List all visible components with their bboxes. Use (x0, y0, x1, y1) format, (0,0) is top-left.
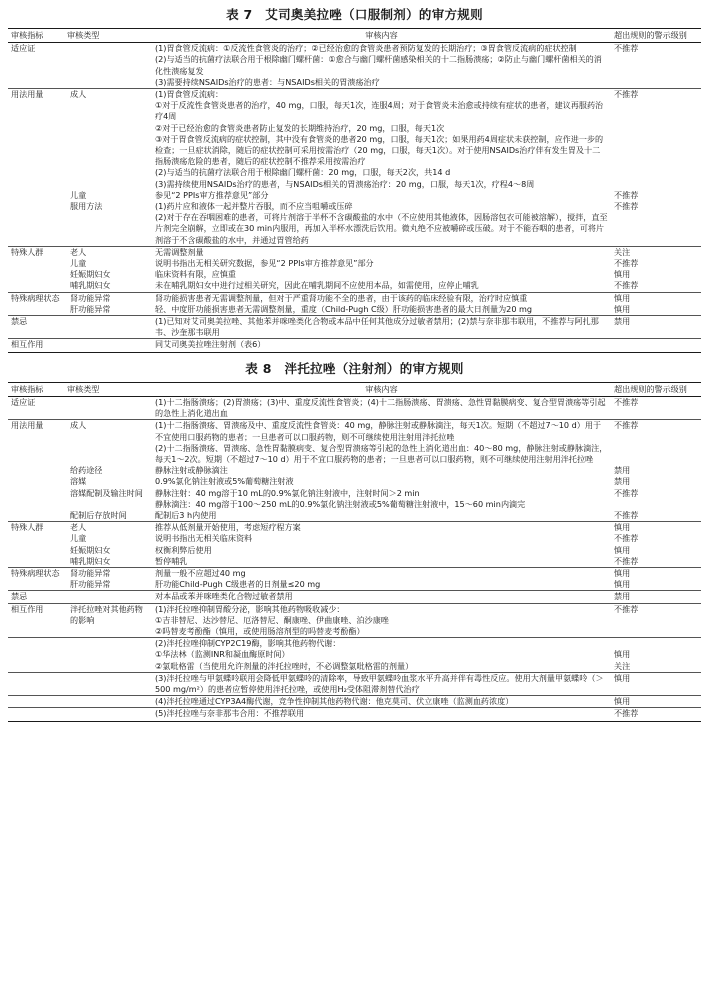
audit-content-cell (152, 304, 611, 316)
warning-level-line: 关注 (614, 660, 631, 671)
header-audit-type: 审核类型 (64, 29, 152, 43)
audit-type-cell (64, 638, 152, 673)
table-row (8, 304, 701, 316)
audit-indicator-cell (8, 672, 64, 695)
table8 (8, 382, 701, 722)
audit-type-cell (64, 696, 152, 708)
content-line: (2)泮托拉唑抑制CYP2C19酶，影响其他药物代谢： (155, 638, 341, 649)
audit-content-cell (152, 579, 611, 591)
audit-content-cell (152, 567, 611, 579)
content-line: (2)十二指肠溃疡、胃溃疡、急性胃黏膜病变、复合型胃溃疡等引起的急性上消化道出血：40～80 mg，静脉注射或静脉滴注，每天1～2次。短期（不超过7～10 d）用于不宜口服药物的患者；一旦患者可以口服药物，则不可继续使用注射用泮托拉唑 (155, 442, 608, 464)
audit-content-cell (152, 533, 611, 544)
warning-level-cell: 慎用 (611, 567, 701, 579)
content-line: 剂量一般不应超过40 mg (155, 567, 246, 578)
audit-indicator-cell (8, 708, 64, 721)
audit-content-cell (152, 316, 611, 339)
content-line: 对本品或苯并咪唑类化合物过敏者禁用 (155, 591, 293, 602)
audit-content-cell (152, 672, 611, 695)
content-line: 肝功能Child-Pugh C级患者的日剂量≤20 mg (155, 579, 321, 590)
content-line: ②对于已经治愈的食管炎患者防止复发的长期维持治疗，20 mg，口服，每天1次 (155, 122, 445, 133)
table-row (8, 510, 701, 522)
content-line: ②吗替麦考酚酯（慎用，或使用肠溶剂型的吗替麦考酚酯） (155, 625, 365, 636)
audit-type-cell: 肾功能异常 (64, 567, 152, 579)
audit-type-cell: 肝功能异常 (70, 579, 111, 590)
warning-level-cell: 不推荐 (614, 487, 639, 498)
audit-content-cell (152, 510, 611, 522)
content-line: (2)与适当的抗菌疗法联合用于根除幽门螺杆菌：①愈合与幽门螺杆菌感染相关的十二指肠溃疡；②防止与幽门螺杆菌相关的消化性溃疡复发 (155, 54, 602, 76)
content-line: (1)药片应和液体一起并整片吞服，而不应当咀嚼或压碎 (155, 201, 353, 212)
table8-title: 表 8 泮托拉唑（注射剂）的审方规则 (245, 360, 464, 376)
table-row (8, 292, 701, 304)
audit-content-cell (152, 280, 611, 292)
content-line: 暂停哺乳 (155, 555, 188, 566)
content-line: 静脉滴注：40 mg溶于100～250 mL的0.9%氯化钠注射液或5%葡萄糖注射液中，15～60 min内滴完 (155, 498, 526, 509)
content-line: 权衡利弊后使用 (155, 544, 212, 555)
warning-level-cell: 不推荐 (614, 189, 639, 200)
audit-content-cell (152, 190, 611, 201)
table-row (8, 556, 701, 568)
header-audit-indicator: 审核指标 (8, 29, 64, 43)
table-row (8, 316, 701, 339)
audit-indicator-cell: 禁忌 (8, 316, 64, 339)
content-line: (1)胃食管反流病： (155, 89, 224, 100)
audit-type-cell (64, 316, 152, 339)
content-line: 同艾司奥美拉唑注射剂（表6） (155, 339, 266, 350)
audit-content-cell (152, 246, 611, 258)
table-row (8, 201, 701, 246)
audit-indicator-cell: 特殊病理状态 (8, 567, 64, 579)
warning-level-cell: 不推荐 (611, 89, 701, 190)
warning-level-cell: 不推荐 (614, 201, 639, 212)
audit-type-cell: 妊娠期妇女 (70, 269, 111, 280)
audit-type-cell (64, 672, 152, 695)
content-line: 配制后3 h内使用 (155, 509, 217, 520)
warning-level-cell: 不推荐 (614, 509, 639, 520)
audit-content-cell (152, 603, 611, 638)
table-row (8, 533, 701, 544)
header-warning-level: 超出规则的警示级别 (611, 382, 701, 396)
content-line: (1)胃食管反流病：①反流性食管炎的治疗；②已经治愈的食管炎患者预防复发的长期治疗；③胃食管反流病的症状控制 (155, 43, 577, 54)
warning-level-cell: 慎用 (614, 579, 631, 590)
audit-content-cell (152, 258, 611, 269)
header-audit-content: 审核内容 (152, 382, 611, 396)
content-line: 静脉注射：40 mg溶于10 mL的0.9%氯化钠注射液中，注射时间＞2 min (155, 487, 420, 498)
warning-level-cell: 不推荐 (611, 603, 701, 638)
audit-content-cell (152, 89, 611, 190)
warning-level-line (614, 638, 698, 649)
table-row (8, 396, 701, 419)
audit-indicator-cell (8, 696, 64, 708)
audit-content-cell (152, 522, 611, 534)
audit-indicator-cell (8, 579, 64, 591)
table7-title: 表 7 艾司奥美拉唑（口服制剂）的审方规则 (226, 7, 483, 22)
audit-indicator-cell (8, 638, 64, 673)
content-line: (1)十二指肠溃疡；(2)胃溃疡；(3)中、重度反流性食管炎；(4)十二指肠溃疡、胃溃疡、急性胃黏膜病变、复合型胃溃疡等引起的急性上消化道出血 (155, 396, 606, 419)
audit-type-cell (64, 339, 152, 352)
warning-level-cell: 慎用 (614, 269, 631, 280)
audit-indicator-cell: 相互作用 (8, 603, 64, 638)
table-row (8, 708, 701, 721)
header-warning-level: 超出规则的警示级别 (611, 29, 701, 43)
table-row (8, 465, 701, 476)
warning-level-cell: 不推荐 (614, 533, 639, 544)
audit-content-cell (152, 339, 611, 352)
audit-indicator-cell (8, 476, 64, 487)
warning-level-cell: 慎用 (614, 544, 631, 555)
table7-body (8, 43, 701, 352)
audit-type-cell: 儿童 (70, 533, 87, 544)
audit-indicator-cell: 特殊人群 (8, 522, 64, 534)
audit-content-cell (152, 43, 611, 89)
audit-content-cell (152, 396, 611, 419)
audit-type-cell: 哺乳期妇女 (70, 280, 111, 291)
table-row (8, 672, 701, 695)
content-line: (4)泮托拉唑通过CYP3A4酶代谢，竞争性抑制其他药物代谢：他克莫司、伏立康唑（监测血药浓度） (155, 696, 514, 707)
content-line: 未在哺乳期妇女中进行过相关研究，因此在哺乳期间不应使用本品，如需使用，应停止哺乳 (155, 280, 479, 291)
warning-level-cell: 禁用 (611, 591, 701, 603)
audit-indicator-cell: 相互作用 (8, 339, 64, 352)
audit-type-cell: 服用方法 (70, 201, 103, 212)
audit-indicator-cell (8, 304, 64, 316)
audit-content-cell (152, 269, 611, 280)
audit-content-cell (152, 488, 611, 510)
audit-type-cell: 成人 (64, 420, 152, 465)
table-row (8, 545, 701, 556)
table-row (8, 522, 701, 534)
audit-content-cell (152, 201, 611, 246)
table-row (8, 339, 701, 352)
audit-content-cell (152, 545, 611, 556)
table8-body (8, 396, 701, 721)
warning-level-cell: 不推荐 (614, 555, 639, 566)
warning-level-cell: 慎用 (611, 292, 701, 304)
table-row (8, 190, 701, 201)
content-line: 说明书指出无相关研究数据，参见“2 PPIs审方推荐意见”部分 (155, 258, 374, 269)
audit-content-cell (152, 696, 611, 708)
audit-indicator-cell (8, 533, 64, 544)
warning-level-cell: 不推荐 (614, 258, 639, 269)
audit-content-cell (152, 476, 611, 487)
table-row (8, 420, 701, 465)
audit-type-cell (64, 591, 152, 603)
content-line: 推荐从低剂量开始使用，考虑短疗程方案 (155, 522, 301, 533)
audit-indicator-cell (8, 556, 64, 568)
audit-type-cell: 泮托拉唑对其他药物的影响 (64, 603, 152, 638)
warning-level-cell: 不推荐 (611, 420, 701, 465)
table-row (8, 258, 701, 269)
content-line: 说明书指出无相关临床资料 (155, 533, 253, 544)
audit-type-cell: 儿童 (70, 258, 87, 269)
table-row (8, 246, 701, 258)
content-line: ①对于反流性食管炎患者的治疗，40 mg，口服，每天1次，连服4周；对于食管炎未治愈或持续有症状的患者，建议再服药治疗4周 (155, 100, 604, 122)
table-row (8, 280, 701, 292)
table-row (8, 89, 701, 190)
table-row (8, 476, 701, 487)
content-line: ②氯吡格雷（当使用允许剂量的泮托拉唑时，不必调整氯吡格雷的剂量） (155, 660, 414, 671)
content-line: (3)需要持续NSAIDs治疗的患者：与NSAIDs相关的胃溃疡治疗 (155, 76, 380, 87)
warning-level-cell: 不推荐 (611, 708, 701, 721)
audit-type-cell: 肝功能异常 (70, 303, 111, 314)
content-line: (2)对于存在吞咽困难的患者，可将片剂溶于半杯不含碳酸盐的水中（不应使用其他液体，因肠溶包衣可能被溶解），搅拌，直至片剂完全崩解，立即或在30 min内服用，再加入半杯水漂洗后饮用。微丸绝不应被嚼碎或压破。对于不能吞咽的患者，可将片剂溶于不含碳酸盐的水中，并通过胃管给药 (155, 212, 608, 245)
audit-type-cell: 配制后存放时间 (70, 509, 127, 520)
content-line: ①吉非替尼、达沙替尼、厄洛替尼、酮康唑、伊曲康唑、泊沙康唑 (155, 614, 389, 625)
warning-level-cell: 慎用 (611, 696, 701, 708)
table8-header-row (8, 382, 701, 396)
warning-level-cell (611, 638, 701, 673)
content-line: (5)泮托拉唑与奈非那韦合用：不推荐联用 (155, 708, 305, 719)
audit-indicator-cell: 用法用量 (8, 420, 64, 465)
audit-indicator-cell (8, 510, 64, 522)
audit-indicator-cell: 用法用量 (8, 89, 64, 190)
audit-type-cell (64, 43, 152, 89)
audit-type-cell: 妊娠期妇女 (70, 544, 111, 555)
audit-indicator-cell (8, 190, 64, 201)
warning-level-cell: 禁用 (611, 316, 701, 339)
audit-indicator-cell (8, 201, 64, 246)
warning-level-cell (611, 339, 701, 352)
audit-indicator-cell (8, 465, 64, 476)
audit-content-cell (152, 420, 611, 465)
content-line: (1)十二指肠溃疡、胃溃疡及中、重度反流性食管炎：40 mg，静脉注射或静脉滴注，每天1次。短期（不超过7～10 d）用于不宜使用口服药物的患者；一旦患者可以口服药物，则不可继续使用注射用泮托拉唑 (155, 420, 602, 442)
content-line: 轻、中度肝功能损害患者无需调整剂量，重度（Child-Pugh C级）肝功能损害患者的最大日剂量为20 mg (155, 303, 533, 314)
audit-type-cell (64, 396, 152, 419)
audit-content-cell (152, 292, 611, 304)
warning-level-cell: 不推荐 (614, 396, 639, 407)
content-line: (1)泮托拉唑抑制胃酸分泌，影响其他药物吸收减少： (155, 603, 345, 614)
content-line: 静脉注射或静脉滴注 (155, 465, 228, 476)
warning-level-cell: 不推荐 (614, 43, 639, 54)
audit-type-cell: 溶媒配制及输注时间 (70, 487, 143, 498)
audit-type-cell (64, 708, 152, 721)
content-line: (3)需持续使用NSAIDs治疗的患者，与NSAIDs相关的胃溃疡治疗：20 mg，口服，每天1次，疗程4～8周 (155, 178, 535, 189)
audit-type-cell: 老人 (64, 246, 152, 258)
audit-type-cell: 成人 (64, 89, 152, 190)
content-line: (1)已知对艾司奥美拉唑、其他苯并咪唑类化合物或本品中任何其他成分过敏者禁用；(2)禁与奈非那韦联用，不推荐与阿扎那韦、沙奎那韦联用 (155, 316, 599, 338)
content-line: (3)泮托拉唑与甲氨蝶呤联用会降低甲氨蝶呤的清除率，导致甲氨蝶呤血浆水平升高并伴有毒性反应。使用大剂量甲氨蝶呤（＞500 mg/m²）的患者应暂停使用泮托拉唑，或使用H₂受体阻滞剂替代治疗 (155, 672, 604, 694)
audit-indicator-cell (8, 280, 64, 292)
audit-indicator-cell (8, 269, 64, 280)
header-audit-content: 审核内容 (152, 29, 611, 43)
audit-content-cell (152, 708, 611, 721)
audit-type-cell: 给药途径 (70, 465, 103, 476)
audit-indicator-cell: 适应证 (11, 43, 36, 54)
warning-level-cell: 禁用 (614, 476, 631, 487)
header-audit-indicator: 审核指标 (8, 382, 64, 396)
header-audit-type: 审核类型 (64, 382, 152, 396)
table-row (8, 603, 701, 638)
table7-header-row (8, 29, 701, 43)
audit-content-cell (152, 465, 611, 476)
warning-level-cell: 不推荐 (614, 280, 639, 291)
table-row (8, 638, 701, 673)
audit-type-cell: 儿童 (70, 189, 87, 200)
audit-content-cell (152, 591, 611, 603)
content-line: 参见“2 PPIs审方推荐意见”部分 (155, 189, 269, 200)
audit-type-cell: 哺乳期妇女 (70, 555, 111, 566)
table-row (8, 488, 701, 510)
warning-level-cell: 慎用 (611, 672, 701, 695)
table-row (8, 579, 701, 591)
audit-indicator-cell (8, 258, 64, 269)
warning-level-cell: 关注 (611, 246, 701, 258)
audit-content-cell (152, 556, 611, 568)
table-row (8, 567, 701, 579)
warning-level-line: 慎用 (614, 649, 631, 660)
table-row (8, 591, 701, 603)
audit-indicator-cell: 适应证 (11, 396, 36, 407)
audit-indicator-cell: 特殊病理状态 (8, 292, 64, 304)
content-line: 临床资料有限，应慎重 (155, 269, 236, 280)
content-line: 无需调整剂量 (155, 246, 204, 257)
audit-type-cell: 溶媒 (70, 476, 87, 487)
content-line: (2)与适当的抗菌疗法联合用于根除幽门螺杆菌：20 mg，口服，每天2次，共14 d (155, 167, 451, 178)
audit-indicator-cell: 特殊人群 (8, 246, 64, 258)
content-line: ①华法林（监测INR和凝血酶原时间） (155, 649, 290, 660)
table-row (8, 696, 701, 708)
table7 (8, 28, 701, 353)
audit-content-cell (152, 638, 611, 673)
table-row (8, 269, 701, 280)
content-line: 0.9%氯化钠注射液或5%葡萄糖注射液 (155, 476, 294, 487)
content-line: 肾功能损害患者无需调整剂量，但对于严重肾功能不全的患者，由于该药的临床经验有限，治疗时应慎重 (155, 292, 528, 303)
audit-type-cell: 肾功能异常 (64, 292, 152, 304)
table-row (8, 43, 701, 89)
warning-level-cell: 慎用 (611, 522, 701, 534)
warning-level-cell: 禁用 (614, 465, 631, 476)
warning-level-cell: 慎用 (614, 303, 631, 314)
audit-indicator-cell (8, 488, 64, 510)
audit-indicator-cell: 禁忌 (8, 591, 64, 603)
content-line: ③对于胃食管反流病的症状控制，其中没有食管炎的患者20 mg，口服，每天1次；如果用药4周症状未获控制，应作进一步的检查；一旦症状消除，随后的症状控制可采用按需治疗（20 mg，口服，每天1次）。对于使用NSAIDs治疗伴有发生胃及十二指肠溃疡危险的患者，随后的症状控制不推荐采用按需治疗 (155, 133, 604, 167)
audit-indicator-cell (8, 545, 64, 556)
audit-type-cell: 老人 (64, 522, 152, 534)
